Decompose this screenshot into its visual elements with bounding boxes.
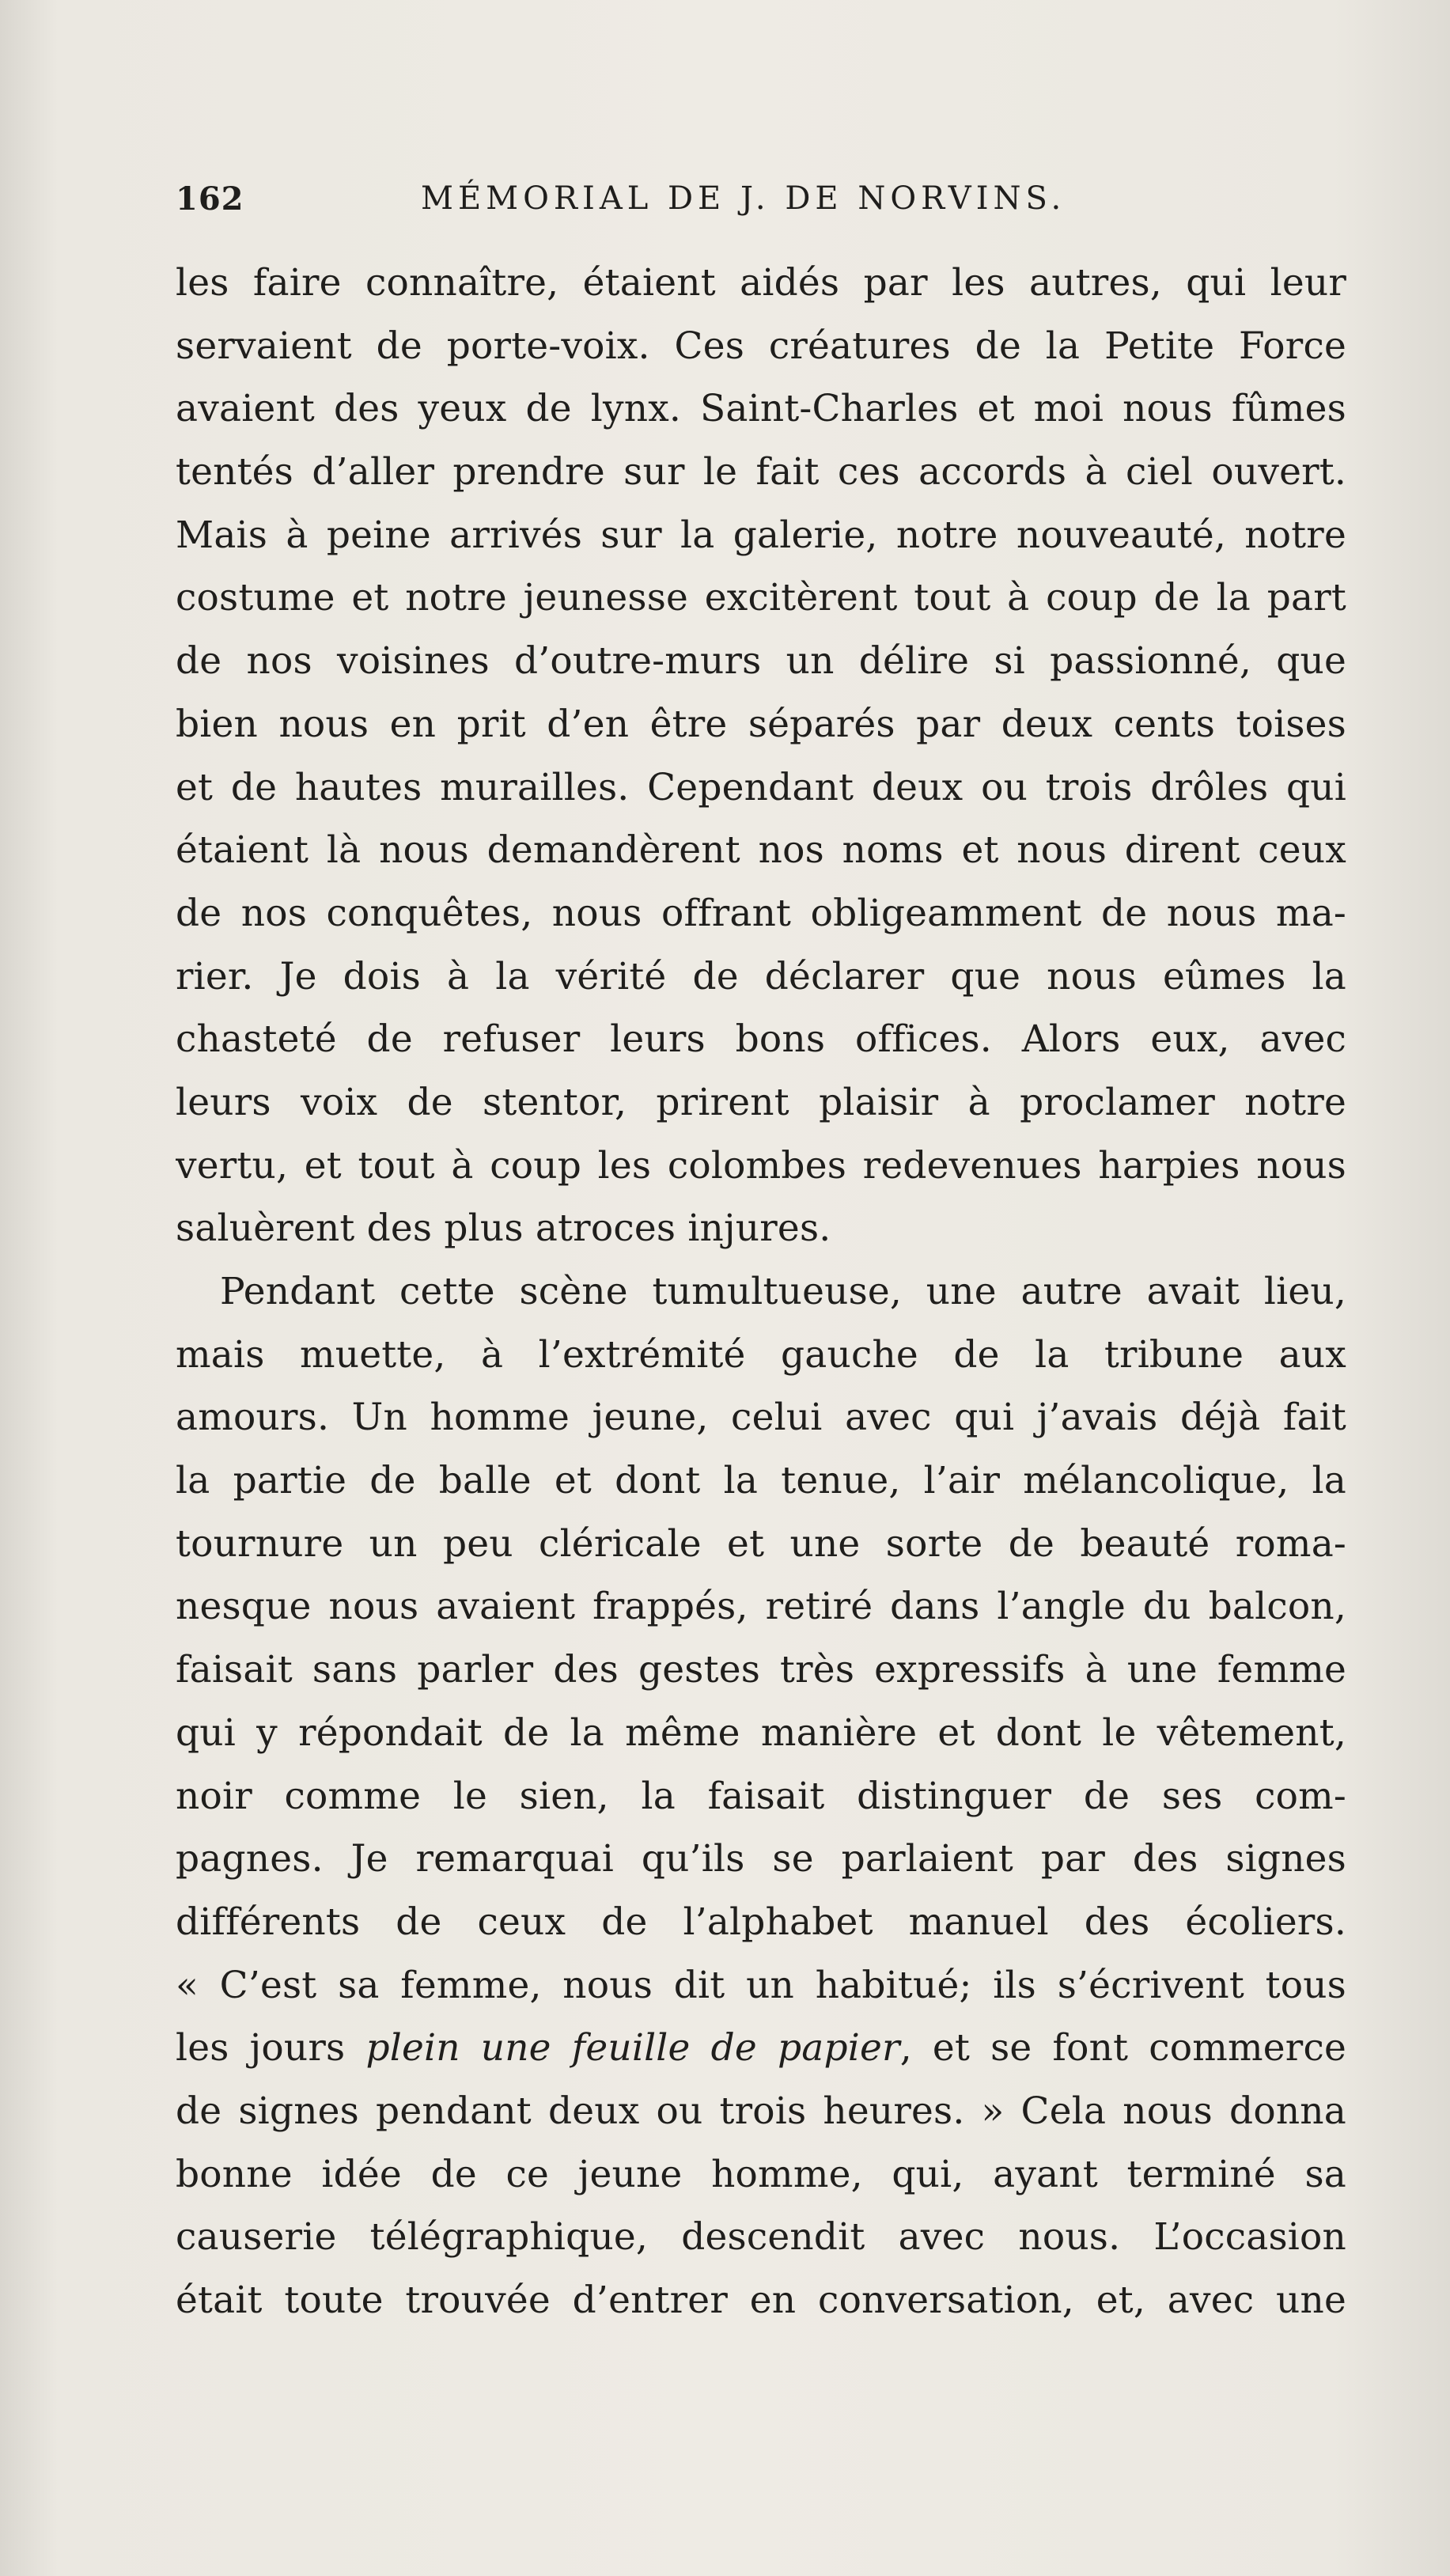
page-header <box>176 180 1346 228</box>
line-segment: les jours <box>176 2026 366 2070</box>
text-line: bien nous en prit d’en être séparés par deux cents toises <box>176 702 1346 746</box>
text-line: causerie télégraphique, descendit avec nous. L’occasion <box>176 2215 1346 2260</box>
running-title: MÉMORIAL DE J. DE NORVINS. <box>421 180 1066 217</box>
text-line: tentés d’aller prendre sur le fait ces accords à ciel ouvert. <box>176 450 1346 494</box>
text-line: leurs voix de stentor, prirent plaisir à proclamer notre <box>176 1080 1346 1124</box>
text-line: costume et notre jeunesse excitèrent tout à coup de la part <box>176 576 1346 620</box>
text-line: tournure un peu cléricale et une sorte de beauté roma- <box>176 1521 1346 1566</box>
text-line: « C’est sa femme, nous dit un habitué; ils s’écrivent tous <box>176 1963 1346 2007</box>
text-line: étaient là nous demandèrent nos noms et nous dirent ceux <box>176 828 1346 873</box>
text-line: noir comme le sien, la faisait distinguer de ses com- <box>176 1774 1346 1818</box>
text-line-with-italic <box>176 2017 1346 2080</box>
line-segment: , et se font commerce <box>899 2026 1346 2070</box>
text-line: de nos conquêtes, nous offrant obligeamment de nous ma- <box>176 891 1346 935</box>
page-number: 162 <box>176 180 244 218</box>
text-line: différents de ceux de l’alphabet manuel des écoliers. <box>176 1900 1346 1944</box>
text-line: servaient de porte-voix. Ces créatures de la Petite Force <box>176 324 1346 368</box>
text-line: et de hautes murailles. Cependant deux ou trois drôles qui <box>176 765 1346 809</box>
text-line: était toute trouvée d’entrer en conversation, et, avec une <box>176 2279 1346 2322</box>
text-line: faisait sans parler des gestes très expressifs à une femme <box>176 1648 1346 1692</box>
paragraph-start-line: Pendant cette scène tumultueuse, une autre avait lieu, <box>220 1270 1346 1313</box>
text-line: vertu, et tout à coup les colombes redevenues harpies nous <box>176 1143 1346 1188</box>
text-line: chasteté de refuser leurs bons offices. Alors eux, avec <box>176 1017 1346 1062</box>
text-line: pagnes. Je remarquai qu’ils se parlaient par des signes <box>176 1837 1346 1881</box>
text-line: qui y répondait de la même manière et dont le vêtement, <box>176 1710 1346 1755</box>
italic-phrase: plein une feuille de papier <box>365 2026 900 2070</box>
text-line: de signes pendant deux ou trois heures. » Cela nous donna <box>176 2089 1346 2133</box>
text-line: les faire connaître, étaient aidés par les autres, qui leur <box>176 261 1346 305</box>
text-line: de nos voisines d’outre-murs un délire si passionné, que <box>176 639 1346 684</box>
text-line: nesque nous avaient frappés, retiré dans l’angle du balcon, <box>176 1585 1346 1629</box>
text-line: rier. Je dois à la vérité de déclarer que nous eûmes la <box>176 954 1346 998</box>
text-line: Mais à peine arrivés sur la galerie, notre nouveauté, notre <box>176 513 1346 557</box>
text-line: avaient des yeux de lynx. Saint-Charles et moi nous fûmes <box>176 387 1346 431</box>
body-text <box>176 252 1346 2332</box>
text-line: amours. Un homme jeune, celui avec qui j’avais déjà fait <box>176 1396 1346 1440</box>
text-line: bonne idée de ce jeune homme, qui, ayant terminé sa <box>176 2152 1346 2196</box>
text-line: saluèrent des plus atroces injures. <box>176 1207 831 1251</box>
text-line: mais muette, à l’extrémité gauche de la tribune aux <box>176 1332 1346 1377</box>
text-line: la partie de balle et dont la tenue, l’air mélancolique, la <box>176 1459 1346 1503</box>
